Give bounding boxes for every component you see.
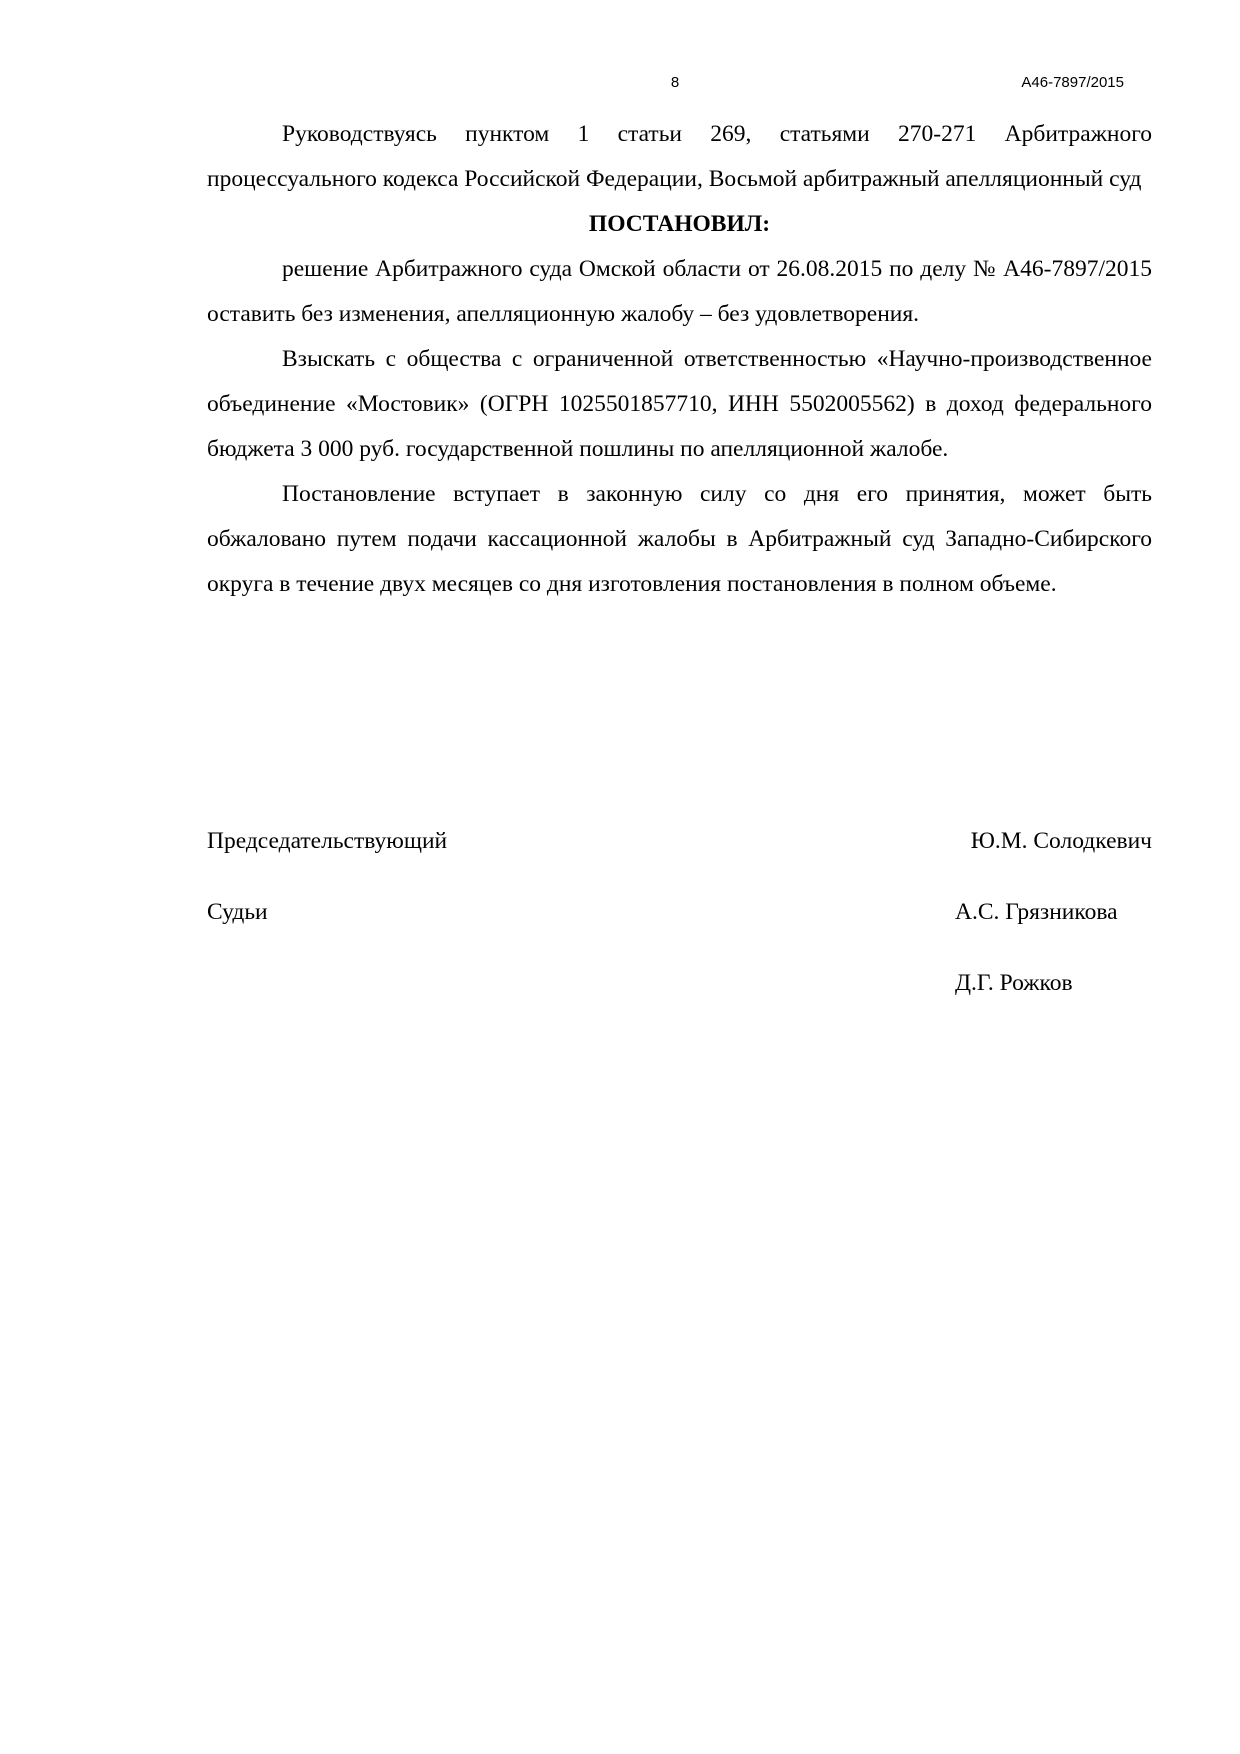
page-number: 8 <box>670 74 680 91</box>
judges-role: Судьи <box>207 899 268 925</box>
document-body <box>207 112 1152 607</box>
case-number: А46-7897/2015 <box>1021 74 1124 91</box>
intro-paragraph: Руководствуясь пунктом 1 статьи 269, статьями 270-271 Арбитражного процессуального кодекса Российской Федерации, Восьмой арбитражный апелляционный суд <box>207 121 1152 192</box>
presiding-role: Председательствующий <box>207 828 448 854</box>
ruling-paragraph: Постановление вступает в законную силу со дня его принятия, может быть обжаловано путем подачи кассационной жалобы в Арбитражный суд Западно-Сибирского округа в течение двух месяцев со дня изготовления постановления в полном объеме. <box>207 481 1152 597</box>
presiding-name: Ю.М. Солодкевич <box>970 828 1152 854</box>
ruling-paragraph: Взыскать с общества с ограниченной ответственностью «Научно-производственное объединение «Мостовик» (ОГРН 1025501857710, ИНН 5502005562) в доход федерального бюджета 3 000 руб. государственной пошлины по апелляционной жалобе. <box>207 346 1152 462</box>
judge-name: Д.Г. Рожков <box>955 970 1073 996</box>
judge-name: А.С. Грязникова <box>955 899 1118 925</box>
ruling-heading: ПОСТАНОВИЛ: <box>588 211 771 237</box>
ruling-paragraph: решение Арбитражного суда Омской области от 26.08.2015 по делу № А46-7897/2015 оставить без изменения, апелляционную жалобу – без удовлетворения. <box>207 256 1152 327</box>
